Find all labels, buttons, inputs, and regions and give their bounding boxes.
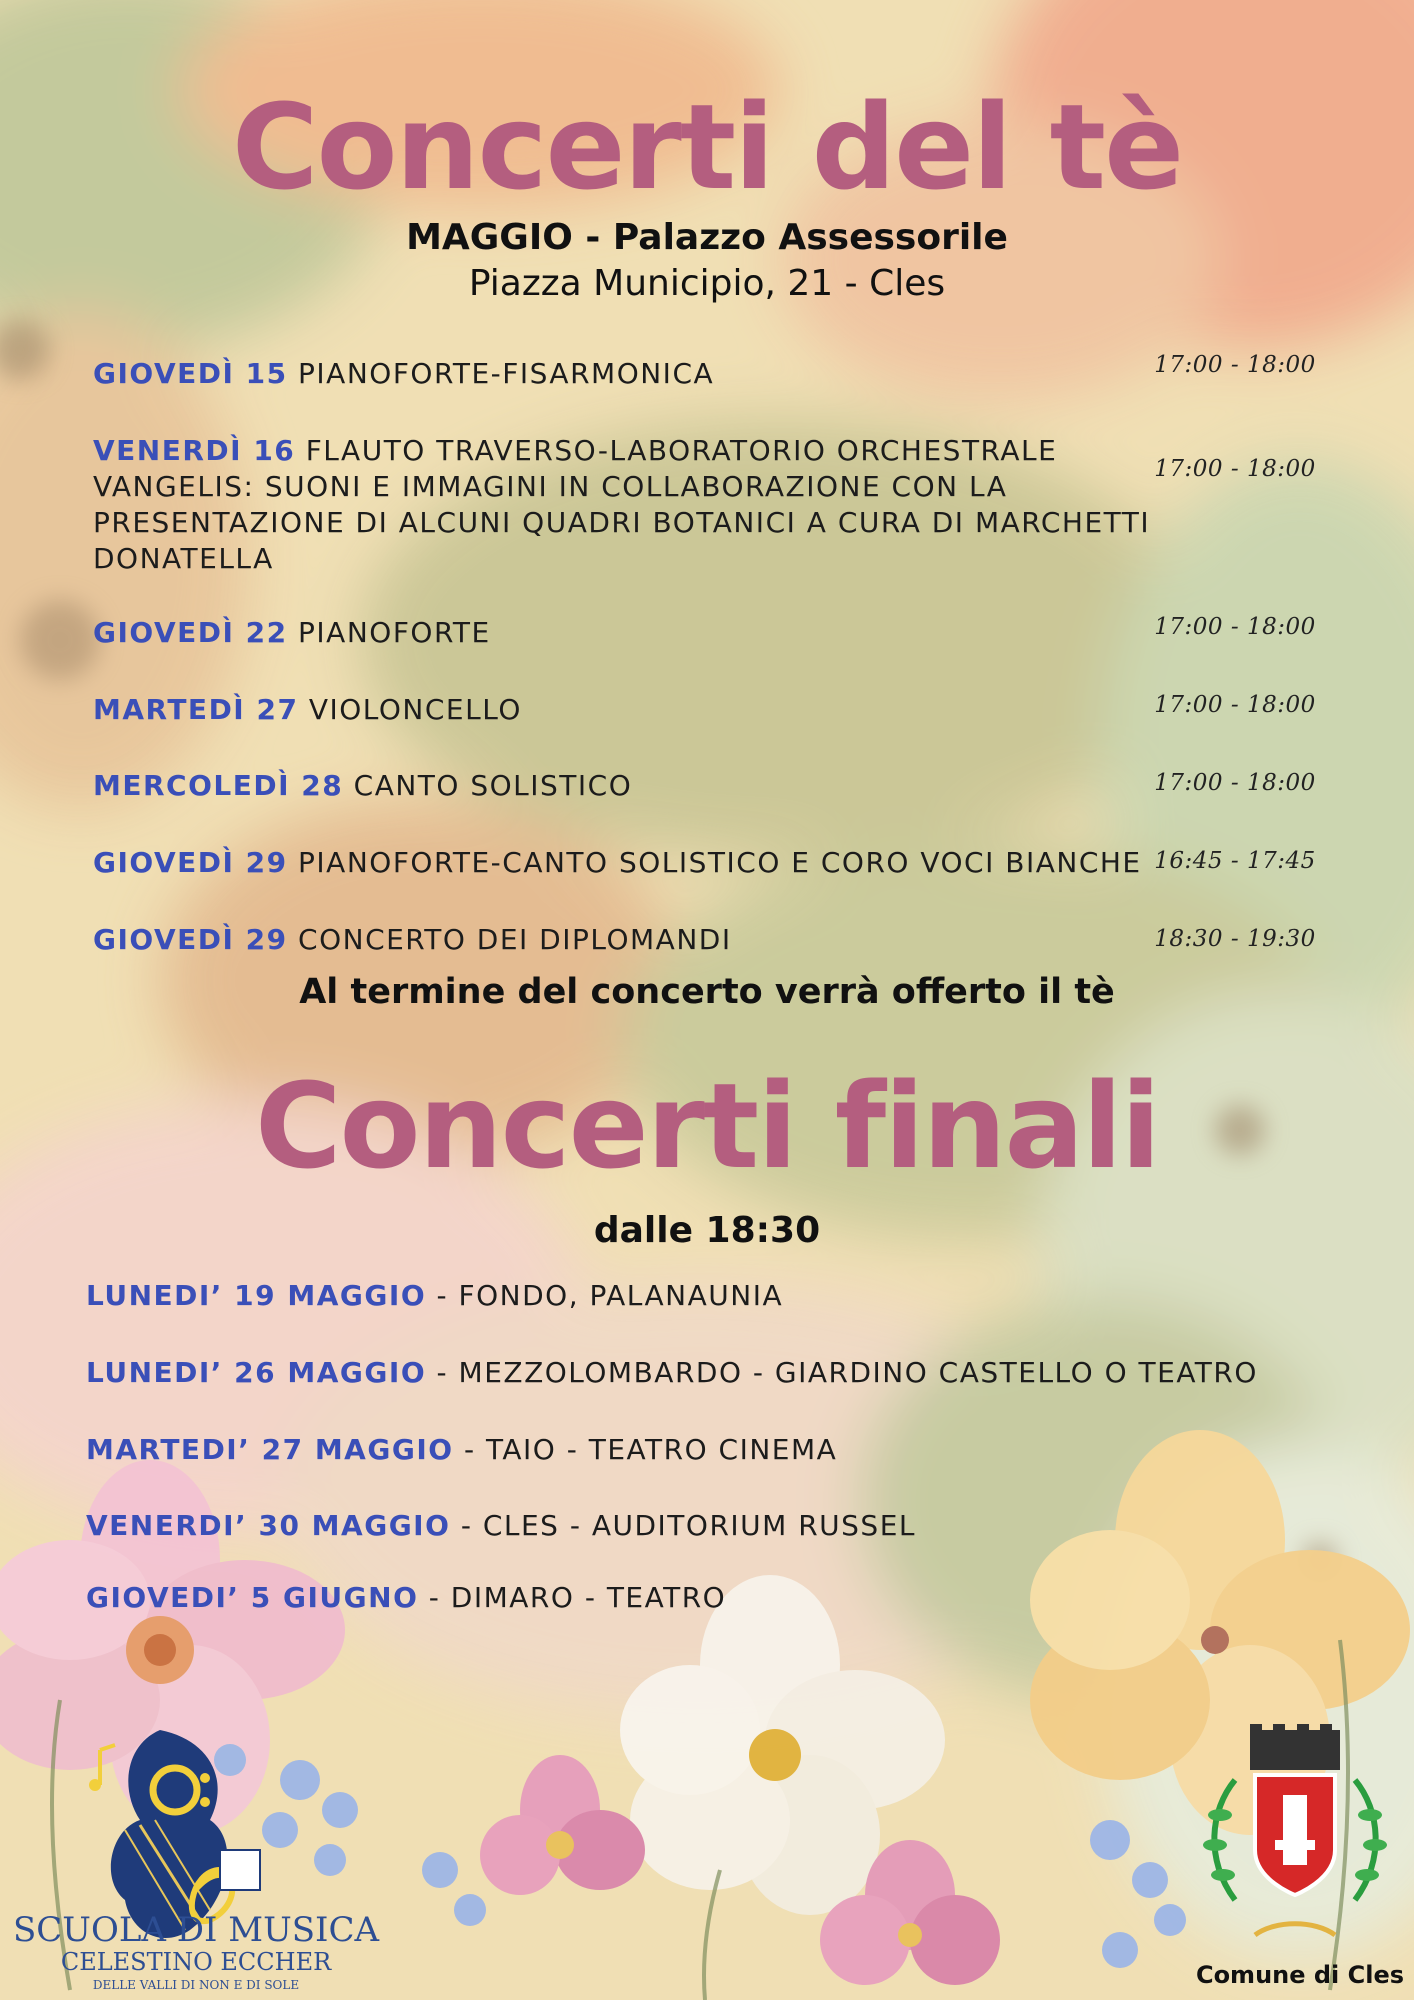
tea-note: Al termine del concerto verrà offerto il tè xyxy=(299,972,1115,1012)
event-desc: FLAUTO TRAVERSO-LABORATORIO ORCHESTRALE VANGELIS: SUONI E IMMAGINI IN COLLABORAZIONE CON LA PRESENTAZIONE DI ALCUNI QUADRI BOTANICI A CURA DI MARCHETTI DONATELLA xyxy=(93,434,1151,575)
final-concert-item xyxy=(86,1508,916,1544)
event-time: 17:00 - 18:00 xyxy=(1154,770,1316,796)
event-item xyxy=(93,922,1158,958)
event-item xyxy=(93,845,1158,881)
section-title-concerti-del-te: Concerti del tè xyxy=(231,78,1183,216)
event-item xyxy=(93,356,1158,392)
school-name-line3: DELLE VALLI DI NON E DI SOLE xyxy=(92,1978,300,1992)
final-concert-venue: - TAIO - TEATRO CINEMA xyxy=(463,1433,838,1466)
final-concert-item xyxy=(86,1432,837,1468)
event-item xyxy=(93,768,1158,804)
final-concert-item xyxy=(86,1355,1258,1391)
final-concert-venue: - DIMARO - TEATRO xyxy=(428,1581,727,1614)
event-day: GIOVEDÌ 22 xyxy=(93,616,288,649)
final-concert-venue: - MEZZOLOMBARDO - GIARDINO CASTELLO O TEATRO xyxy=(436,1356,1258,1389)
final-concert-date: LUNEDI’ 19 MAGGIO xyxy=(86,1279,427,1312)
section-title-concerti-finali: Concerti finali xyxy=(254,1057,1160,1195)
event-time: 17:00 - 18:00 xyxy=(1154,692,1316,718)
event-time: 17:00 - 18:00 xyxy=(1154,456,1316,482)
event-time: 16:45 - 17:45 xyxy=(1154,848,1316,874)
final-concert-date: VENERDI’ 30 MAGGIO xyxy=(86,1509,451,1542)
event-time: 18:30 - 19:30 xyxy=(1154,926,1316,952)
event-time: 17:00 - 18:00 xyxy=(1154,614,1316,640)
subtitle-month-venue: MAGGIO - Palazzo Assessorile xyxy=(406,217,1008,258)
event-day: MERCOLEDÌ 28 xyxy=(93,769,344,802)
event-desc: PIANOFORTE-CANTO SOLISTICO E CORO VOCI BIANCHE xyxy=(298,846,1142,879)
event-day: VENERDÌ 16 xyxy=(93,434,296,467)
final-concert-venue: - FONDO, PALANAUNIA xyxy=(436,1279,784,1312)
final-concert-item xyxy=(86,1580,726,1616)
school-name-line1: SCUOLA DI MUSICA xyxy=(12,1910,380,1950)
comune-name: Comune di Cles xyxy=(1195,1961,1405,1989)
final-concert-date: LUNEDI’ 26 MAGGIO xyxy=(86,1356,427,1389)
event-desc: CONCERTO DEI DIPLOMANDI xyxy=(298,923,732,956)
final-concert-date: GIOVEDI’ 5 GIUGNO xyxy=(86,1581,419,1614)
school-name-line2: CELESTINO ECCHER xyxy=(60,1948,332,1976)
event-item xyxy=(93,692,1158,728)
event-desc: PIANOFORTE-FISARMONICA xyxy=(298,357,715,390)
event-desc: VIOLONCELLO xyxy=(308,693,522,726)
event-time: 17:00 - 18:00 xyxy=(1154,352,1316,378)
final-concert-item xyxy=(86,1278,783,1314)
event-desc: CANTO SOLISTICO xyxy=(353,769,633,802)
event-day: MARTEDÌ 27 xyxy=(93,693,299,726)
event-day: GIOVEDÌ 15 xyxy=(93,357,288,390)
event-item xyxy=(93,615,1158,651)
event-day: GIOVEDÌ 29 xyxy=(93,846,288,879)
final-concert-date: MARTEDI’ 27 MAGGIO xyxy=(86,1433,454,1466)
event-day: GIOVEDÌ 29 xyxy=(93,923,288,956)
comune-crest-logo xyxy=(1180,1720,1410,1990)
event-item xyxy=(93,433,1158,577)
venue-address: Piazza Municipio, 21 - Cles xyxy=(468,263,946,304)
event-desc: PIANOFORTE xyxy=(298,616,491,649)
final-concert-venue: - CLES - AUDITORIUM RUSSEL xyxy=(460,1509,916,1542)
finals-start-time: dalle 18:30 xyxy=(593,1210,821,1251)
